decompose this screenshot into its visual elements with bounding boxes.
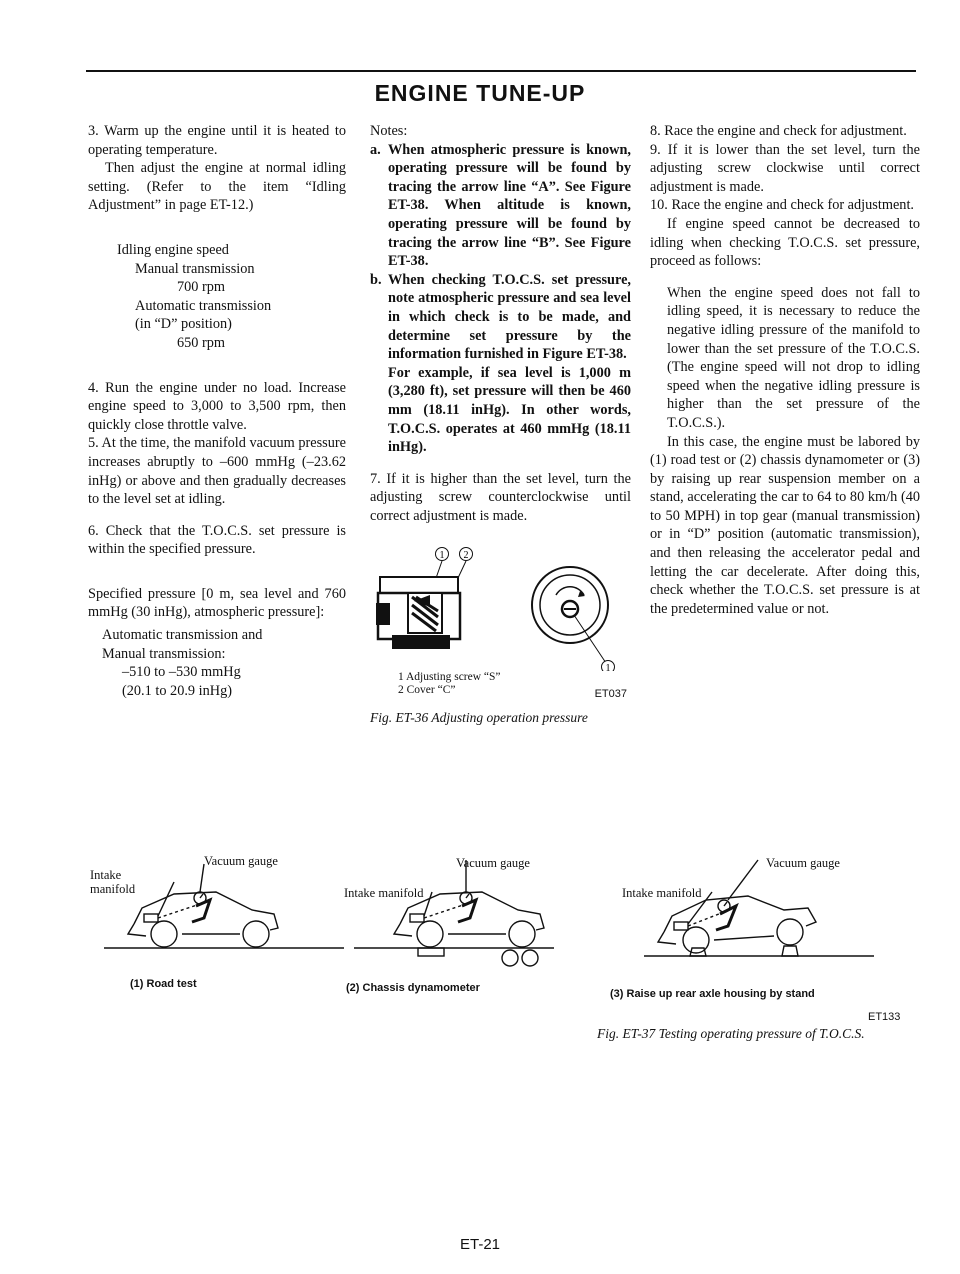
label-vacuum-gauge-1: Vacuum gauge [204, 854, 278, 868]
legend-cover: 2 Cover “C” [398, 684, 456, 697]
idling-mt: Manual transmission [135, 260, 255, 277]
legend-adjusting-screw: 1 Adjusting screw “S” [398, 671, 501, 684]
page-title: ENGINE TUNE-UP [374, 80, 586, 106]
note-b-example-text: For example, if sea level is 1,000 m (3,280 ft), set pressure will then be 460 mm (18.11 inHg). In other words, T.O.C.S. operates at 460 mmHg (18.11 inHg). [388, 364, 631, 456]
label-intake-1b: manifold [90, 882, 136, 896]
adjusting-screw-diagram [370, 539, 631, 671]
idling-mt-value: 700 rpm [177, 279, 226, 296]
tocs-front-view [532, 567, 608, 643]
step-6: 6. Check that the T.O.C.S. set pressure is within the specified pressure. [88, 522, 346, 558]
note-a-letter: a. [370, 141, 381, 158]
figure-et36-code: ET037 [594, 688, 627, 701]
step-8: 8. Race the engine and check for adjustment. [650, 123, 907, 139]
note-b [370, 271, 631, 364]
idling-at-position: (in “D” position) [135, 316, 232, 333]
step-7: 7. If it is higher than the set level, turn the adjusting screw counterclockwise until correct adjustment is made. [370, 470, 631, 524]
notes-title: Notes: [370, 123, 408, 139]
figure-et36-legend [398, 671, 501, 697]
note-a-text: When atmospheric pressure is known, operating pressure will be found by tracing the arrow line “A”. See Figure ET-38. When altitude is known, operating pressure will be found by tracing the arrow line “B”. See Figure ET-38. [388, 141, 631, 270]
label-intake-manifold-2: Intake manifold [344, 886, 424, 900]
figure-et37 [84, 848, 920, 1008]
step-3: 3. Warm up the engine until it is heated to operating temperature. [88, 123, 346, 158]
label-intake-manifold-3: Intake manifold [622, 886, 702, 900]
step-3-detail: Then adjust the engine at normal idling setting. (Refer to the item “Idling Adjustment” in page ET-12.) [88, 160, 346, 214]
step-5: 5. At the time, the manifold vacuum pressure increases abruptly to –600 mmHg (–23.62 inHg) or above and then gradually decreases to the level set at idling. [88, 435, 346, 508]
idling-title: Idling engine speed [117, 241, 229, 258]
step-10: 10. Race the engine and check for adjustment. [650, 197, 914, 214]
spec-transmission-2: Manual transmission: [102, 645, 226, 662]
figure-et37-caption: Fig. ET-37 Testing operating pressure of T.O.C.S. [597, 1026, 865, 1041]
note-b-letter: b. [370, 271, 382, 288]
car-raised-rear-axle [644, 860, 874, 956]
note-b-example [370, 364, 631, 457]
caption-raised-axle: (3) Raise up rear axle housing by stand [610, 988, 815, 1000]
column-left [88, 122, 346, 700]
label-intake-1a: Intake [90, 868, 122, 882]
callout-1 [436, 548, 449, 562]
step-4: 4. Run the engine under no load. Increase engine speed to 3,000 to 3,500 rpm, then quickly close throttle valve. [88, 379, 346, 433]
note-negative-pressure: When the engine speed does not fall to idling speed, it is necessary to reduce the negative idling pressure of the manifold to lower than the set pressure of the T.O.C.S. (The engine speed will not drop to idling speed when the negative idling pressure is higher than the set pressure of the T.O.C.S.). [667, 284, 920, 431]
car-chassis-dynamometer [354, 860, 554, 966]
idling-at: Automatic transmission [135, 297, 272, 314]
page-number: ET-21 [459, 1236, 501, 1253]
figure-et36 [370, 539, 631, 709]
procedure-detail: In this case, the engine must be labored by (1) road test or (2) chassis dynamometer or (3) by raising up rear suspension member on a stand, accelerating the car to 64 to 80 km/h (40 to 50 MPH) in top gear (manual transmission) or in “D” position (automatic transmission), and then releasing the accelerator pedal and letting the car decelerate. After doing this, check whether the T.O.C.S. set pressure is at the predetermined value or not. [650, 433, 920, 617]
figure-et37-code: ET133 [868, 1011, 901, 1023]
car-road-test [104, 864, 344, 948]
spec-value-mmhg: –510 to –530 mmHg [122, 664, 241, 681]
header-rule [86, 70, 916, 72]
column-middle [370, 122, 631, 728]
callout-2 [460, 548, 473, 562]
idling-spec [117, 241, 346, 353]
note-b-text: When checking T.O.C.S. set pressure, note atmospheric pressure and sea level in which check is to be made, and determine set pressure by the information furnished in Figure ET-38. [388, 271, 631, 363]
step-9: 9. If it is lower than the set level, turn the adjusting screw clockwise until correct adjustment is made. [650, 141, 920, 195]
svg-text:1: 1 [439, 550, 445, 562]
column-right [650, 122, 920, 618]
label-vacuum-gauge-2: Vacuum gauge [456, 856, 530, 870]
caption-chassis-dynamometer: (2) Chassis dynamometer [346, 982, 480, 994]
spec-value-inhg: (20.1 to 20.9 inHg) [122, 682, 232, 699]
idling-at-value: 650 rpm [177, 334, 226, 351]
label-vacuum-gauge-3: Vacuum gauge [766, 856, 840, 870]
svg-text:1: 1 [605, 663, 611, 672]
caption-road-test: (1) Road test [130, 978, 197, 990]
tocs-side-view [376, 577, 460, 649]
testing-diagram [84, 848, 920, 1008]
callout-1-front [602, 661, 615, 672]
note-a [370, 141, 631, 271]
specified-pressure-values [102, 626, 346, 700]
specified-pressure-intro: Specified pressure [0 m, sea level and 760 mmHg (30 inHg), atmospheric pressure]: [88, 585, 346, 621]
figure-et36-caption: Fig. ET-36 Adjusting operation pressure [370, 710, 588, 726]
spec-transmission-1: Automatic transmission and [102, 627, 263, 644]
svg-text:2: 2 [463, 550, 469, 562]
procedure-intro: If engine speed cannot be decreased to idling when checking T.O.C.S. set pressure, proceed as follows: [650, 215, 920, 270]
